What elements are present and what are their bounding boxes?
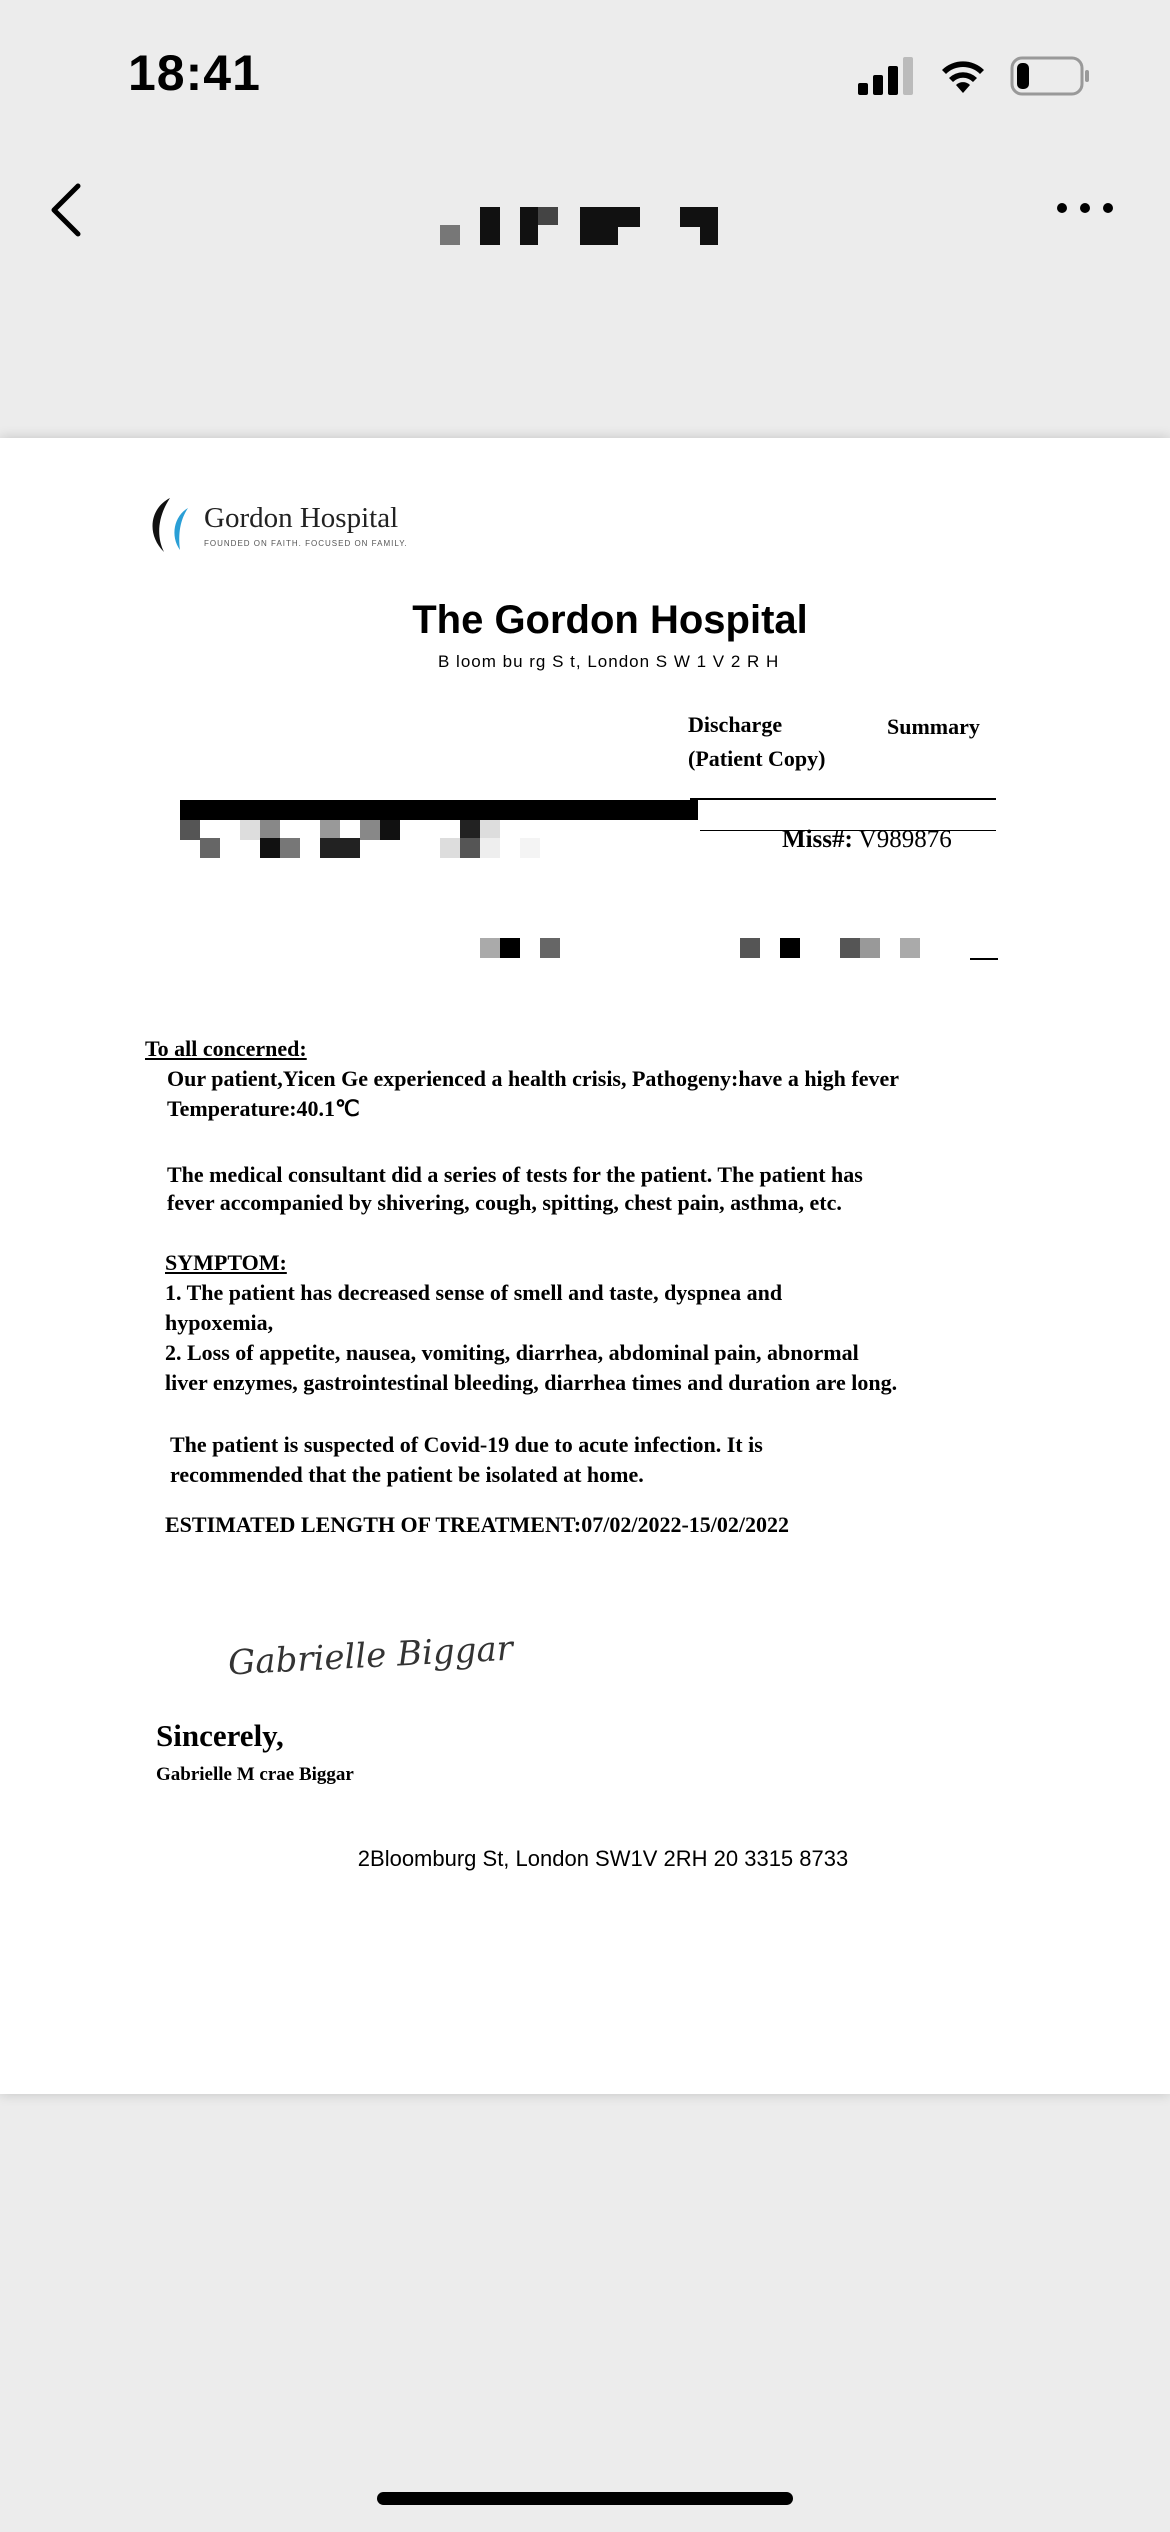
navigation-bar — [0, 150, 1170, 270]
footer-address: 2Bloomburg St, London SW1V 2RH 20 3315 8733 — [357, 1846, 849, 1871]
hospital-title: The Gordon Hospital — [412, 598, 808, 642]
divider-line — [690, 798, 996, 800]
status-icons — [858, 56, 1090, 96]
status-bar — [0, 0, 1170, 150]
paragraph-1-line-1: Our patient,Yicen Ge experienced a health crisis, Pathogeny:have a high fever — [167, 1066, 900, 1091]
discharge-line1: Discharge — [688, 712, 783, 737]
paragraph-3-line-2: recommended that the patient be isolated at home. — [170, 1462, 644, 1487]
hospital-logo — [140, 494, 408, 556]
summary-heading: Summary — [887, 714, 980, 739]
more-options-button[interactable] — [1050, 188, 1120, 228]
hospital-address: B loom bu rg S t, London S W 1 V 2 R H — [438, 652, 780, 671]
battery-icon — [1010, 56, 1090, 96]
paragraph-2-line-2: fever accompanied by shivering, cough, spitting, chest pain, asthma, etc. — [167, 1190, 842, 1215]
logo-name: Gordon Hospital — [204, 502, 399, 534]
closing: Sincerely, — [156, 1718, 284, 1753]
symptom-1-line-2: hypoxemia, — [165, 1310, 274, 1335]
miss-value: V989876 — [858, 826, 952, 853]
logo-tagline: FOUNDED ON FAITH. FOCUSED ON FAMILY. — [204, 539, 408, 548]
paragraph-1-line-2: Temperature:40.1℃ — [167, 1096, 360, 1121]
discharge-heading — [688, 708, 825, 776]
chevron-left-icon — [40, 170, 100, 250]
cellular-signal-icon — [858, 57, 916, 95]
status-time: 18:41 — [128, 45, 261, 101]
treatment-length: ESTIMATED LENGTH OF TREATMENT:07/02/2022-15/02/2022 — [165, 1512, 790, 1537]
handwritten-signature: Gabrielle Biggar — [227, 1628, 514, 1684]
miss-number — [782, 826, 952, 854]
document-title-redacted — [430, 195, 750, 255]
symptom-2-line-1: 2. Loss of appetite, nausea, vomiting, diarrhea, abdominal pain, abnormal — [165, 1340, 859, 1365]
paragraph-2-line-1: The medical consultant did a series of tests for the patient. The patient has — [167, 1162, 863, 1187]
home-indicator[interactable] — [377, 2492, 793, 2505]
ellipsis-icon — [1050, 188, 1120, 228]
symptom-1-line-1: 1. The patient has decreased sense of smell and taste, dyspnea and — [165, 1280, 783, 1305]
wifi-icon — [938, 57, 988, 95]
symptom-2-line-2: liver enzymes, gastrointestinal bleeding, diarrhea times and duration are long. — [165, 1370, 898, 1395]
back-button[interactable] — [40, 170, 100, 250]
salutation: To all concerned: — [145, 1036, 307, 1061]
document-page — [0, 438, 1170, 2094]
paragraph-3-line-1: The patient is suspected of Covid-19 due to acute infection. It is — [170, 1432, 763, 1457]
bird-logo-icon — [140, 494, 196, 556]
redaction-bar — [180, 800, 698, 820]
signer-name: Gabrielle M crae Biggar — [156, 1764, 354, 1785]
discharge-line2: (Patient Copy) — [688, 746, 826, 771]
miss-label: Miss#: — [782, 826, 853, 853]
symptom-heading: SYMPTOM: — [165, 1250, 287, 1275]
